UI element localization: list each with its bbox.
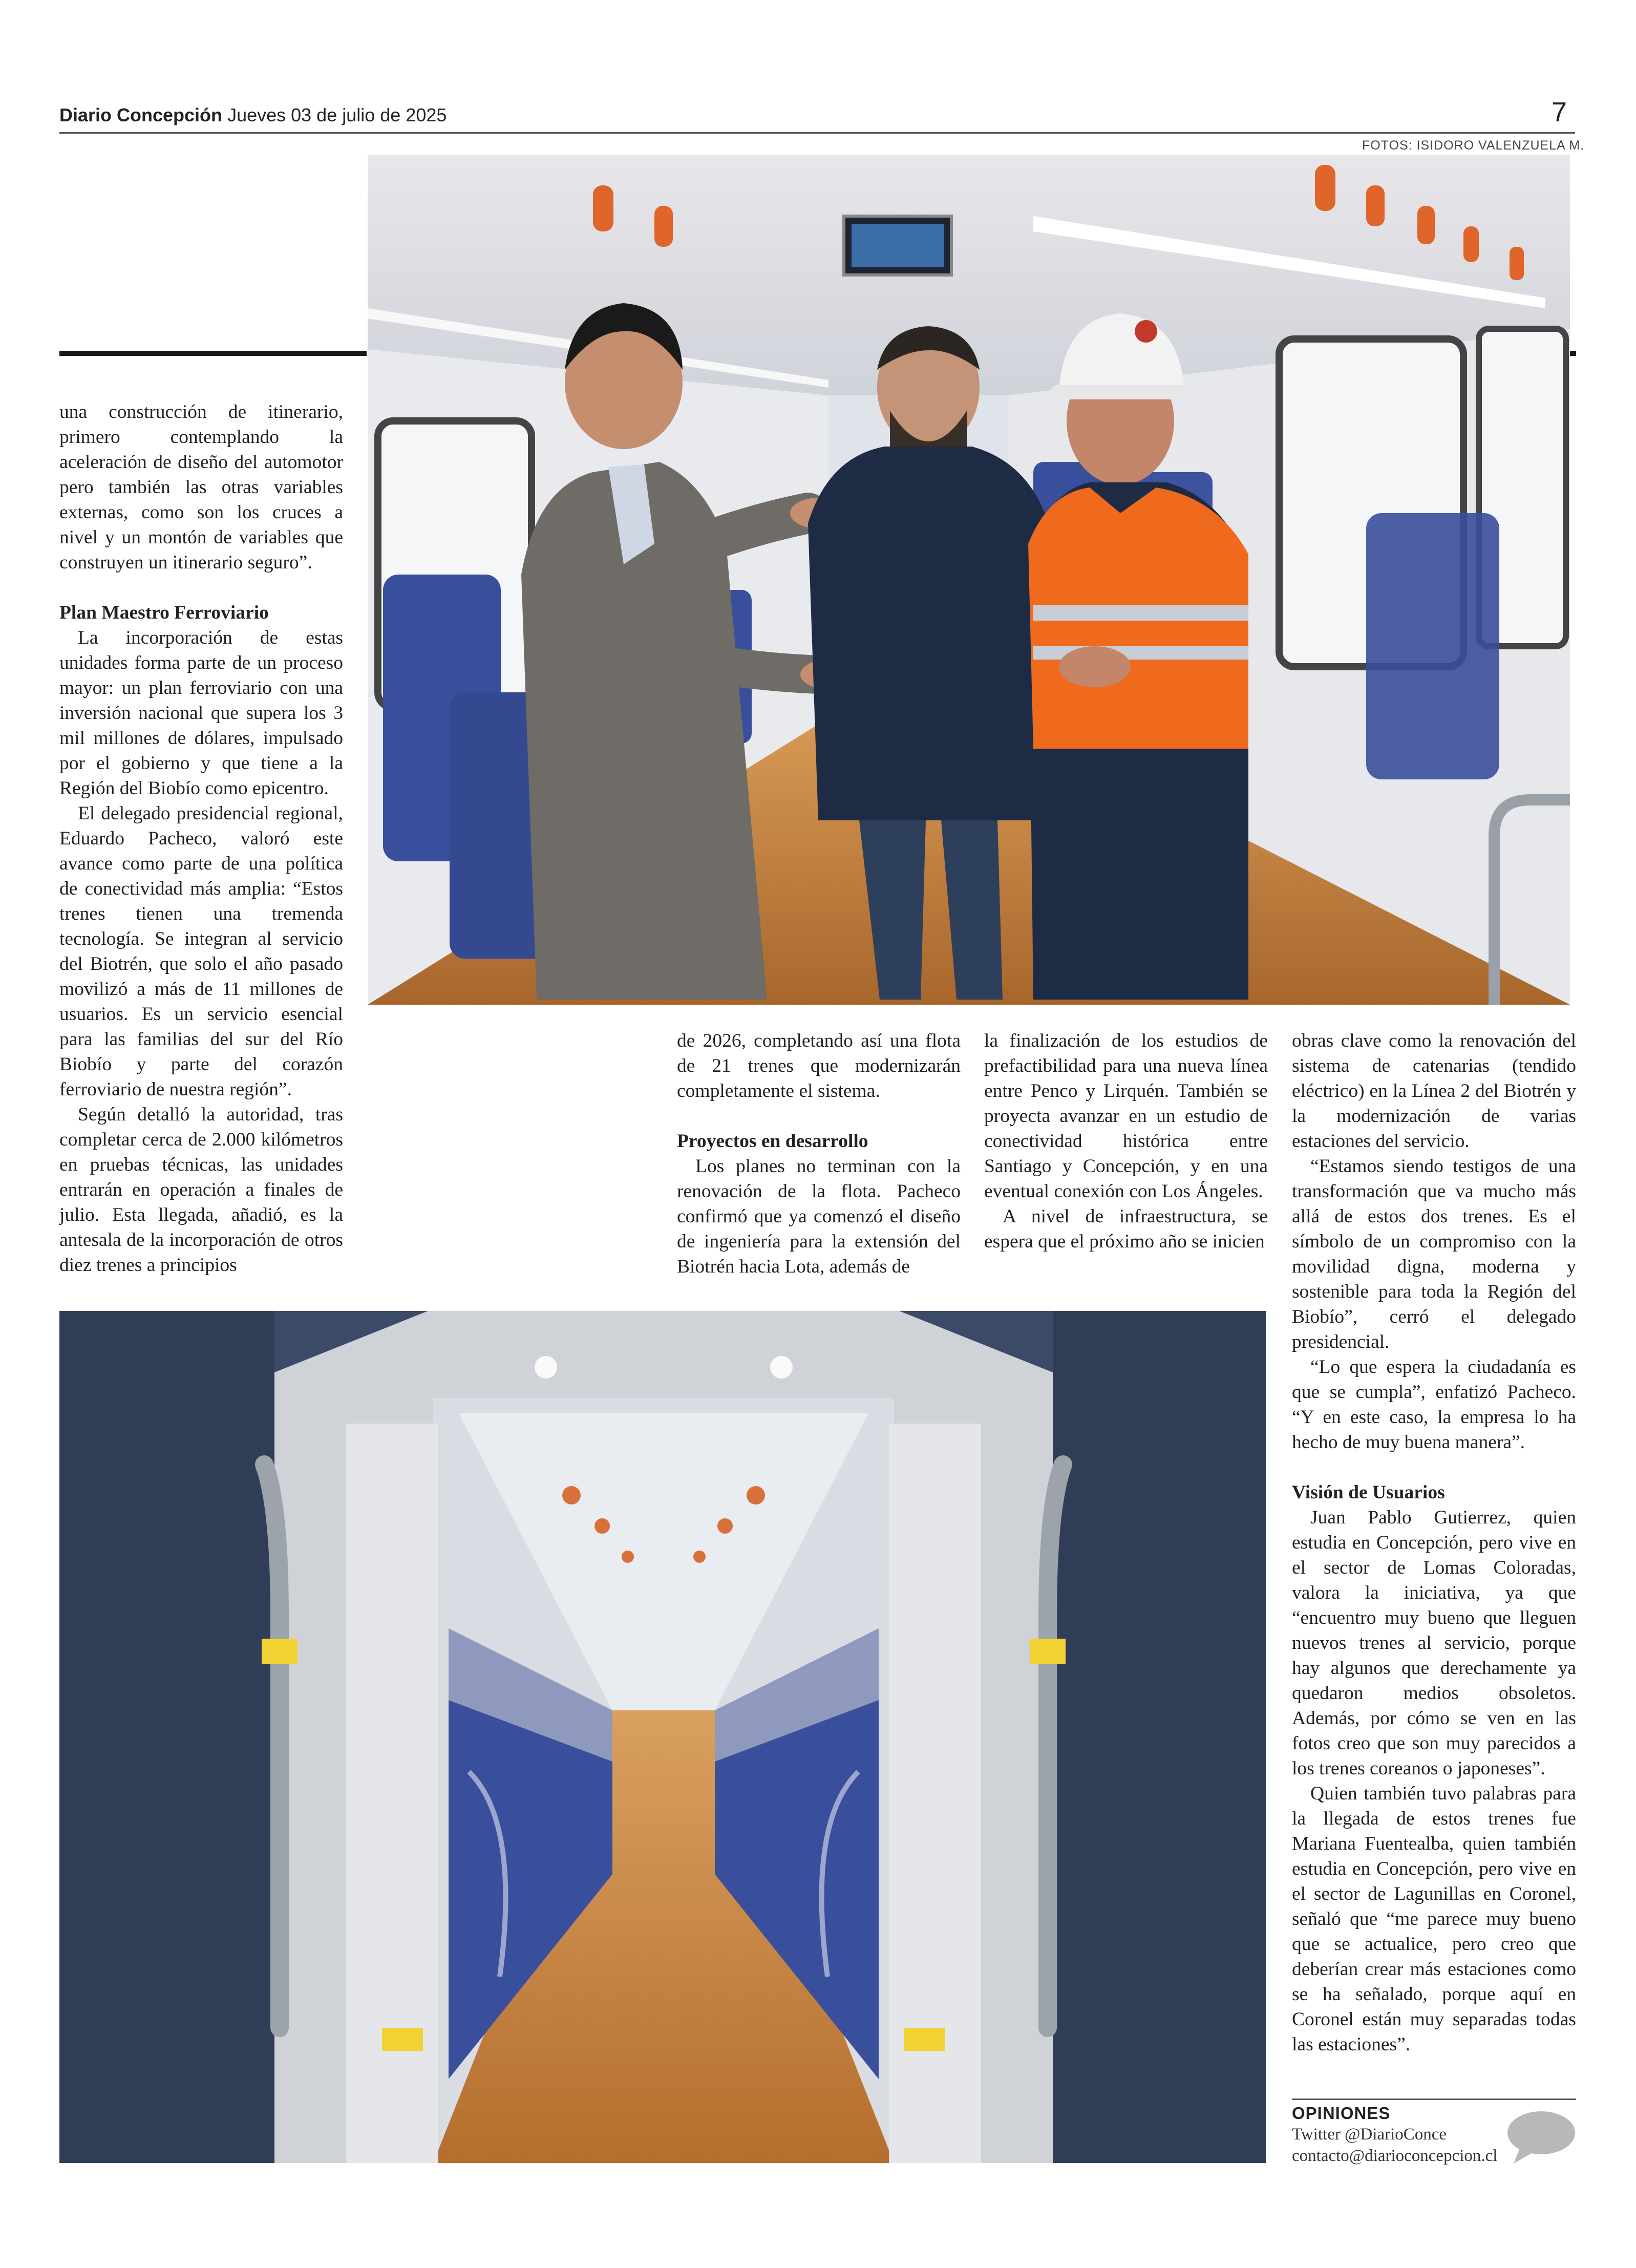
subhead-plan-maestro: Plan Maestro Ferroviario: [59, 602, 269, 623]
col4-paragraph: obras clave como la renovación del sistema de catenarias (tendido eléctrico) en la Línea 2 del Biotrén y la modernización de varias estaciones del servicio.: [1292, 1030, 1576, 1152]
issue-date: Jueves 03 de julio de 2025: [227, 104, 447, 125]
opinions-title: OPINIONES: [1292, 2104, 1391, 2123]
masthead: [59, 104, 447, 126]
col4-paragraph: “Lo que espera la ciudadanía es que se cumpla”, enfatizó Pacheco. “Y en este caso, la empresa lo ha hecho de muy buena manera”.: [1292, 1356, 1576, 1453]
opinions-rule: [1292, 2099, 1576, 2100]
article-column-2: [677, 1028, 961, 1279]
header-rule: [59, 132, 1575, 134]
col4-paragraph: Juan Pablo Gutierrez, quien estudia en Concepción, pero vive en el sector de Lomas Coloradas, valora la iniciativa, ya que “encuentro muy bueno que lleguen nuevos trenes al servicio, porque hay algunos que derechamente ya quedaron medios obsoletos. Además, por cómo se ven en las fotos creo que son muy parecidos a los trenes coreanos o japoneses”.: [1292, 1507, 1576, 1779]
paper-name: Diario Concepción: [59, 104, 223, 125]
article-column-4: [1292, 1028, 1576, 2057]
opinions-email[interactable]: contacto@diarioconcepcion.cl: [1292, 2147, 1498, 2165]
photo-officials-in-train: [368, 155, 1570, 1005]
opinions-twitter[interactable]: Twitter @DiarioConce: [1292, 2125, 1447, 2144]
subhead-vision-usuarios: Visión de Usuarios: [1292, 1482, 1445, 1503]
col1-paragraph: El delegado presidencial regional, Eduardo Pacheco, valoró este avance como parte de una política de conectividad más amplia: “Estos trenes tienen una tremenda tecnología. Se integran al servicio del Biotrén, que solo el año pasado movilizó a más de 11 millones de usuarios. Es un servicio esencial para las familias del sur del Río Biobío y parte del corazón ferroviario de nuestra región”.: [59, 803, 343, 1100]
col2-paragraph: Los planes no terminan con la renovación de la flota. Pacheco confirmó que ya comenzó el diseño de ingeniería para la extensión del Biotrén hacia Lota, además de: [677, 1156, 961, 1277]
col3-paragraph: la finalización de los estudios de prefactibilidad para una nueva línea entre Penco y Lirquén. También se proyecta avanzar en un estudio de conectividad histórica entre Santiago y Concepción, y en una eventual conexión con Los Ángeles.: [984, 1030, 1268, 1202]
col4-paragraph: “Estamos siendo testigos de una transformación que va mucho más allá de estos dos trenes. Es el símbolo de un compromiso con la movilidad digna, moderna y sostenible para toda la Región del Biobío”, cerró el delegado presidencial.: [1292, 1156, 1576, 1352]
photo-train-interior: [59, 1311, 1266, 2163]
subhead-proyectos: Proyectos en desarrollo: [677, 1131, 868, 1152]
col1-paragraph: Según detalló la autoridad, tras completar cerca de 2.000 kilómetros en pruebas técnicas, las unidades entrarán en operación a finales de julio. Esta llegada, añadió, es la antesala de la incorporación de otros diez trenes a principios: [59, 1104, 343, 1276]
col4-paragraph: Quien también tuvo palabras para la llegada de estos trenes fue Mariana Fuentealba, quien también estudia en Concepción, pero vive en el sector de Lagunillas en Coronel, señaló que “me parece muy bueno que se actualice, pero creo que deberían crear más estaciones como se ha señalado, porque aquí en Coronel están muy separadas todas las estaciones”.: [1292, 1783, 1576, 2055]
col1-paragraph: La incorporación de estas unidades forma parte de un proceso mayor: un plan ferroviario con una inversión nacional que supera los 3 mil millones de dólares, impulsado por el gobierno y que tiene a la Región del Biobío como epicentro.: [59, 627, 343, 799]
photo-credit: FOTOS: ISIDORO VALENZUELA M.: [1362, 138, 1585, 153]
col3-paragraph: A nivel de infraestructura, se espera que el próximo año se inicien: [984, 1206, 1268, 1252]
speech-bubble-icon: [1504, 2110, 1576, 2166]
article-column-3: [984, 1028, 1268, 1254]
section-rule: [59, 351, 367, 356]
page-number: 7: [1552, 97, 1567, 128]
col2-paragraph: de 2026, completando así una flota de 21 trenes que modernizarán completamente el sistema.: [677, 1030, 961, 1101]
col1-paragraph: una construcción de itinerario, primero contemplando la aceleración de diseño del automotor pero también las otras variables externas, como son los cruces a nivel y un montón de variables que construyen un itinerario seguro”.: [59, 401, 343, 573]
article-column-1: [59, 399, 343, 1278]
